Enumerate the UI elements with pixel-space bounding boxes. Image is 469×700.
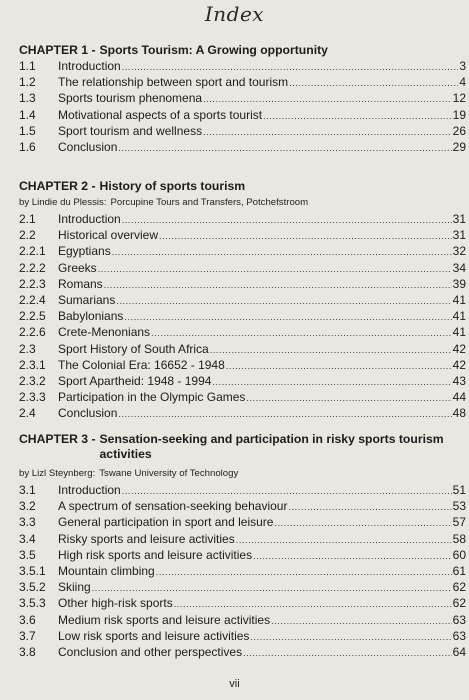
entry-title: Historical overview xyxy=(58,228,159,243)
dot-leader xyxy=(236,532,452,548)
toc-entry xyxy=(19,579,466,595)
entry-number: 3.1 xyxy=(19,483,36,497)
entry-number: 3.2 xyxy=(19,499,36,514)
chapter-entries xyxy=(19,211,466,421)
dot-leader xyxy=(92,580,452,596)
dot-leader xyxy=(203,91,452,107)
toc-entry xyxy=(19,405,466,421)
entry-title: Conclusion xyxy=(58,406,118,421)
toc-entry xyxy=(19,628,466,644)
toc-entry xyxy=(19,547,466,563)
entry-page-number: 29 xyxy=(452,139,466,154)
entry-title: Participation in the Olympic Games xyxy=(58,390,246,405)
entry-title: The relationship between sport and tourism xyxy=(58,75,289,90)
entry-title: Medium risk sports and leisure activities xyxy=(58,612,271,627)
entry-title: Crete-Menonians xyxy=(58,325,151,340)
toc-entry xyxy=(19,107,466,123)
chapter-3-section xyxy=(19,432,466,660)
entry-page-number: 26 xyxy=(452,123,466,138)
dot-leader xyxy=(289,75,458,91)
entry-number: 1.5 xyxy=(19,123,36,138)
entry-title: Low risk sports and leisure activities xyxy=(58,628,250,643)
entry-title: Romans xyxy=(58,276,103,291)
dot-leader xyxy=(288,499,451,515)
entry-page-number: 42 xyxy=(452,341,466,356)
toc-entry xyxy=(19,514,466,530)
chapter-entries xyxy=(19,58,466,155)
toc-entry xyxy=(19,308,466,324)
dot-leader xyxy=(122,212,452,228)
chapter-heading xyxy=(19,179,466,194)
entry-page-number: 41 xyxy=(452,309,466,324)
entry-title: General participation in sport and leisure xyxy=(58,515,274,530)
toc-entry xyxy=(19,211,466,227)
entry-number: 2.2.4 xyxy=(19,292,46,307)
entry-number: 2.3.3 xyxy=(19,390,46,405)
dot-leader xyxy=(151,325,452,341)
dot-leader xyxy=(118,140,451,156)
entry-page-number: 19 xyxy=(452,107,466,122)
chapter-title: Sensation-seeking and participation in risky sports tourism activities xyxy=(99,432,444,461)
toc-entry xyxy=(19,482,466,498)
author-institution: Porcupine Tours and Transfers, Potchefstroom xyxy=(110,197,309,208)
entry-page-number: 42 xyxy=(452,357,466,372)
entry-title: Sport History of South Africa xyxy=(58,341,209,356)
page-title: Index xyxy=(204,2,265,26)
entry-number: 1.4 xyxy=(19,107,36,122)
chapter-number: CHAPTER 3 - xyxy=(19,432,96,446)
dot-leader xyxy=(250,629,451,645)
toc-entry xyxy=(19,341,466,357)
entry-title: Greeks xyxy=(58,260,97,275)
entry-number: 2.2.2 xyxy=(19,260,46,275)
entry-number: 2.3 xyxy=(19,341,36,356)
entry-title: A spectrum of sensation-seeking behaviour xyxy=(58,499,288,514)
entry-number: 2.2.1 xyxy=(19,244,46,259)
entry-page-number: 31 xyxy=(452,212,466,226)
entry-number: 3.6 xyxy=(19,612,36,627)
entry-number: 3.5 xyxy=(19,547,36,562)
toc-entry xyxy=(19,260,466,276)
entry-number: 1.6 xyxy=(19,139,36,154)
entry-number: 3.5.1 xyxy=(19,563,46,578)
entry-page-number: 3 xyxy=(459,59,466,73)
entry-page-number: 62 xyxy=(452,580,466,595)
toc-entry xyxy=(19,357,466,373)
toc-entry xyxy=(19,292,466,308)
dot-leader xyxy=(210,342,452,358)
chapter-byline xyxy=(19,468,466,479)
entry-number: 3.4 xyxy=(19,531,36,546)
dot-leader xyxy=(203,124,452,140)
chapter-byline xyxy=(19,197,466,208)
entry-page-number: 51 xyxy=(452,483,466,497)
toc-entry xyxy=(19,498,466,514)
dot-leader xyxy=(116,293,451,309)
dot-leader xyxy=(104,277,452,293)
dot-leader xyxy=(253,548,452,564)
dot-leader xyxy=(274,515,451,531)
entry-number: 2.2.5 xyxy=(19,309,46,324)
entry-page-number: 58 xyxy=(452,531,466,546)
entry-page-number: 41 xyxy=(452,292,466,307)
entry-number: 1.1 xyxy=(19,59,36,73)
entry-page-number: 62 xyxy=(452,596,466,611)
toc-entry xyxy=(19,243,466,259)
entry-title: Risky sports and leisure activities xyxy=(58,531,235,546)
author-name: by Lindie du Plessis: xyxy=(19,197,107,208)
toc-entry xyxy=(19,227,466,243)
toc-entry xyxy=(19,74,466,90)
entry-number: 2.2 xyxy=(19,228,36,243)
entry-title: Introduction xyxy=(58,59,121,73)
toc-entry xyxy=(19,139,466,155)
entry-title: Conclusion xyxy=(58,139,118,154)
dot-leader xyxy=(112,244,452,260)
toc-entry xyxy=(19,644,466,660)
page-number: vii xyxy=(229,678,240,690)
entry-number: 1.2 xyxy=(19,75,36,90)
entry-page-number: 32 xyxy=(452,244,466,259)
entry-title: Babylonians xyxy=(58,309,124,324)
dot-leader xyxy=(156,564,452,580)
entry-number: 2.2.3 xyxy=(19,276,46,291)
entry-page-number: 41 xyxy=(452,325,466,340)
entry-title: Motivational aspects of a sports tourist xyxy=(58,107,263,122)
toc-entry xyxy=(19,123,466,139)
chapter-entries xyxy=(19,482,466,660)
dot-leader xyxy=(263,108,452,124)
entry-page-number: 63 xyxy=(452,612,466,627)
entry-page-number: 63 xyxy=(452,628,466,643)
entry-title: Conclusion and other perspectives xyxy=(58,644,243,659)
dot-leader xyxy=(98,261,452,277)
entry-title: Other high-risk sports xyxy=(58,596,173,611)
entry-title: The Colonial Era: 16652 - 1948 xyxy=(58,357,225,372)
entry-number: 2.1 xyxy=(19,212,36,226)
entry-title: High risk sports and leisure activities xyxy=(58,547,253,562)
entry-title: Introduction xyxy=(58,212,121,226)
dot-leader xyxy=(122,59,459,75)
entry-title: Sport tourism and wellness xyxy=(58,123,203,138)
entry-number: 3.8 xyxy=(19,644,36,659)
toc-entry xyxy=(19,58,466,74)
entry-page-number: 4 xyxy=(459,75,466,90)
entry-page-number: 61 xyxy=(452,563,466,578)
entry-number: 2.3.2 xyxy=(19,373,46,388)
entry-number: 2.4 xyxy=(19,406,36,421)
entry-page-number: 53 xyxy=(452,499,466,514)
entry-title: Mountain climbing xyxy=(58,563,155,578)
entry-page-number: 64 xyxy=(452,644,466,659)
entry-title: Sport Apartheid: 1948 - 1994 xyxy=(58,373,212,388)
dot-leader xyxy=(246,390,451,406)
entry-page-number: 39 xyxy=(452,276,466,291)
entry-page-number: 60 xyxy=(452,547,466,562)
chapter-heading xyxy=(19,432,466,462)
chapter-title: History of sports tourism xyxy=(99,179,246,193)
author-name: by Lizl Steynberg: xyxy=(19,468,96,479)
entry-number: 3.5.3 xyxy=(19,596,46,611)
entry-page-number: 44 xyxy=(452,390,466,405)
dot-leader xyxy=(212,374,451,390)
dot-leader xyxy=(271,613,452,629)
dot-leader xyxy=(124,309,451,325)
entry-page-number: 48 xyxy=(452,406,466,421)
entry-number: 3.7 xyxy=(19,628,36,643)
entry-page-number: 34 xyxy=(452,260,466,275)
dot-leader xyxy=(174,596,452,612)
entry-number: 3.5.2 xyxy=(19,580,46,595)
entry-page-number: 31 xyxy=(452,228,466,243)
chapter-number: CHAPTER 1 - xyxy=(19,43,96,57)
author-institution: Tswane University of Technology xyxy=(99,468,239,479)
dot-leader xyxy=(122,483,452,499)
entry-number: 1.3 xyxy=(19,91,36,106)
toc-entry xyxy=(19,563,466,579)
toc-entry xyxy=(19,612,466,628)
toc-entry xyxy=(19,373,466,389)
toc-entry xyxy=(19,531,466,547)
toc-entry xyxy=(19,324,466,340)
dot-leader xyxy=(226,358,452,374)
toc-entry xyxy=(19,389,466,405)
entry-page-number: 12 xyxy=(452,91,466,106)
chapter-number: CHAPTER 2 - xyxy=(19,179,96,193)
entry-number: 2.3.1 xyxy=(19,357,46,372)
toc-entry xyxy=(19,90,466,106)
entry-title: Introduction xyxy=(58,483,121,497)
entry-title: Egyptians xyxy=(58,244,111,259)
toc-entry xyxy=(19,595,466,611)
entry-number: 2.2.6 xyxy=(19,325,46,340)
entry-title: Sports tourism phenomena xyxy=(58,91,203,106)
chapter-heading xyxy=(19,43,466,58)
dot-leader xyxy=(243,645,452,661)
entry-page-number: 43 xyxy=(452,373,466,388)
chapter-2-section xyxy=(19,179,466,421)
dot-leader xyxy=(159,228,452,244)
toc-entry xyxy=(19,276,466,292)
chapter-title: Sports Tourism: A Growing opportunity xyxy=(99,43,328,57)
dot-leader xyxy=(118,406,451,422)
entry-title: Skiing xyxy=(58,580,91,595)
entry-number: 3.3 xyxy=(19,515,36,530)
entry-page-number: 57 xyxy=(452,515,466,530)
chapter-1-section xyxy=(19,43,466,155)
entry-title: Sumarians xyxy=(58,292,116,307)
